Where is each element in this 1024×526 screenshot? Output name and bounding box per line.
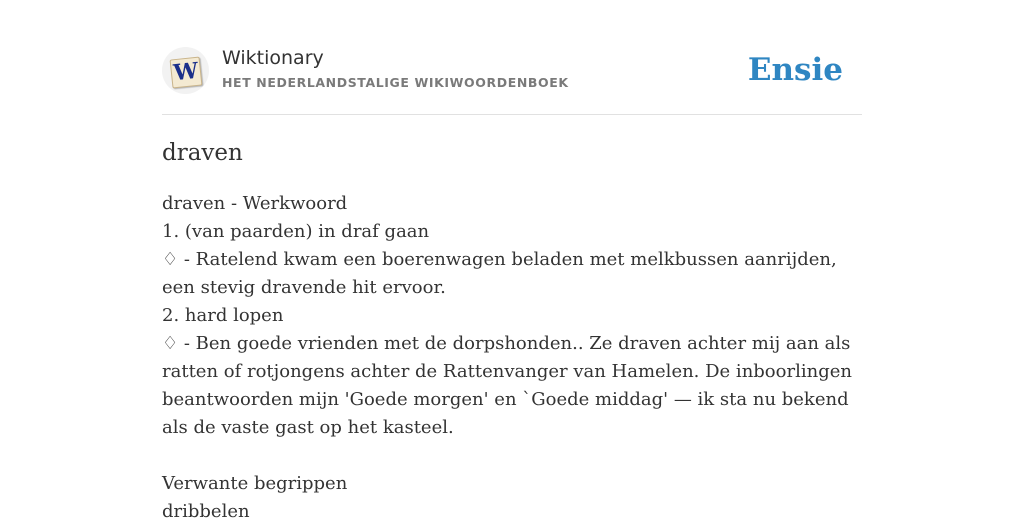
site-title[interactable]: Wiktionary	[222, 47, 324, 69]
related-heading: Verwante begrippen	[162, 473, 348, 494]
entry-heading: draven - Werkwoord	[162, 193, 348, 214]
wiktionary-logo-icon[interactable]	[162, 47, 209, 94]
logo-tile	[170, 57, 203, 89]
ensie-logo-link[interactable]: Ensie	[747, 52, 843, 88]
related-item[interactable]: dribbelen	[162, 501, 250, 522]
site-subtitle: HET NEDERLANDSTALIGE WIKIWOORDENBOEK	[222, 75, 569, 90]
definition-2: 2. hard lopen	[162, 305, 284, 326]
definition-1: 1. (van paarden) in draf gaan	[162, 221, 430, 242]
example-2: ♢ - Ben goede vrienden met de dorpshonden.. Ze draven achter mij aan als ratten of rotjongens achter de Rattenvanger van Hamelen. De inboorlingen beantwoorden mijn 'Goede morgen' en `Goede middag' — ik sta nu bekend als de vaste gast op het kasteel.	[162, 333, 852, 438]
page	[162, 0, 862, 522]
site-header	[162, 44, 862, 115]
logo-letter: W	[172, 57, 200, 87]
spacer	[162, 442, 862, 470]
page-title: draven	[162, 140, 243, 166]
example-1: ♢ - Ratelend kwam een boerenwagen beladen met melkbussen aanrijden, een stevig dravende hit ervoor.	[162, 249, 837, 298]
entry-content	[162, 190, 862, 526]
